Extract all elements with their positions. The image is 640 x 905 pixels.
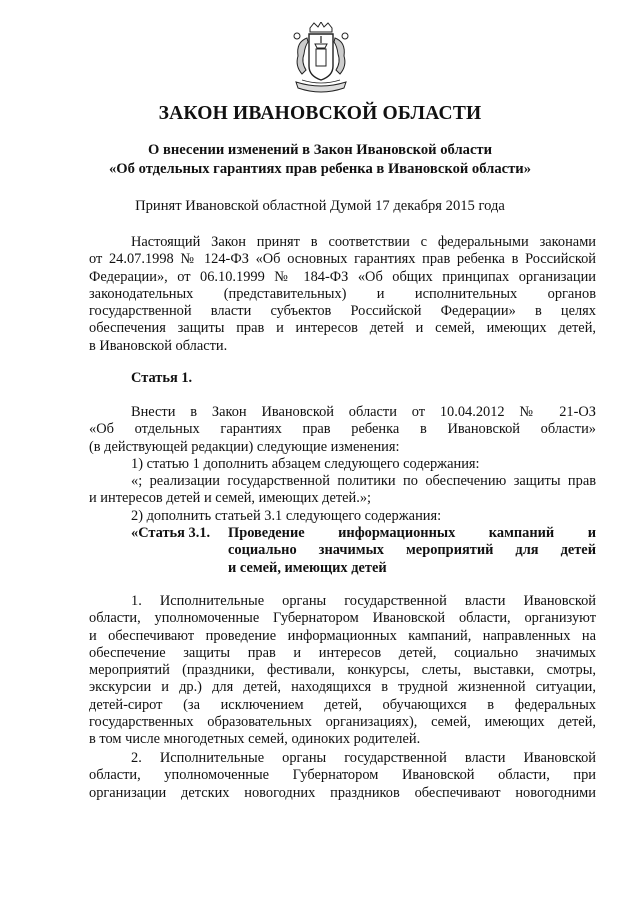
preamble-line: в Ивановской области. (89, 337, 228, 354)
subtitle-line: «Об отдельных гарантиях прав ребенка в Ивановской области» (109, 161, 531, 177)
article-3-1-heading (131, 525, 596, 579)
article-1-line: «Об отдельных гарантиях прав ребенка в Ивановской области» (89, 421, 596, 438)
article-3-1-title-line: Проведение информационных кампаний и (228, 525, 596, 541)
paragraph-line: в том числе многодетных семей, одиноких родителей. (89, 731, 421, 748)
article-3-1-title-line: и семей, имеющих детей (228, 559, 387, 576)
article-1-heading: Статья 1. (131, 370, 193, 386)
preamble-line: законодательных (представительных) и исполнительных органов (89, 285, 596, 302)
law-title: ЗАКОН ИВАНОВСКОЙ ОБЛАСТИ (158, 103, 482, 124)
paragraph-line: 2. Исполнительные органы государственной власти Ивановской (131, 750, 596, 766)
paragraph-line: детей-сирот (за исключением детей, обучающихся в федеральных (89, 696, 596, 713)
paragraph-line: 1. Исполнительные органы государственной власти Ивановской (131, 593, 596, 609)
preamble-line: государственной власти субъектов Российской Федерации» в целях (89, 303, 596, 320)
preamble-line: Федерации», от 06.10.1999 № 184-ФЗ «Об общих принципах организации (89, 268, 596, 285)
article-1-quote-line: и интересов детей и семей, имеющих детей.»; (89, 490, 372, 507)
subtitle-line: О внесении изменений в Закон Ивановской области (147, 142, 493, 158)
law-subtitle (0, 141, 640, 179)
article-1-quote-line: «; реализации государственной политики по обеспечению защиты прав (131, 473, 596, 490)
article-1-line: (в действующей редакции) следующие изменения: (89, 438, 400, 455)
preamble-line: Настоящий Закон принят в соответствии с федеральными законами (131, 234, 596, 250)
preamble-line: от 24.07.1998 № 124-ФЗ «Об основных гарантиях прав ребенка в Российской (89, 251, 596, 268)
adoption-note: Принят Ивановской областной Думой 17 декабря 2015 года (135, 198, 505, 214)
paragraph-line: и обеспечивают проведение информационных кампаний, направленных на (89, 627, 596, 644)
article-1-item: 1) статью 1 дополнить абзацем следующего содержания: (131, 455, 480, 472)
paragraph-line: государственных образовательных организациях), семей, имеющих детей, (89, 714, 596, 731)
article-3-1-label: «Статья 3.1. (131, 525, 211, 541)
preamble (89, 234, 596, 355)
article-1-line: Внести в Закон Ивановской области от 10.04.2012 № 21-ОЗ (131, 404, 596, 420)
paragraph-line: области, уполномоченные Губернатором Ивановской области, при (89, 767, 596, 784)
paragraph-line: мероприятий (праздники, фестивали, конкурсы, слеты, выставки, смотры, (89, 662, 596, 679)
paragraph-line: организации детских новогодних праздников обеспечивают новогодними (89, 784, 596, 801)
paragraph-line: экскурсии и др.) для детей, находящихся в трудной жизненной ситуации, (89, 679, 596, 696)
preamble-line: обеспечения защиты прав и интересов детей и семей, имеющих детей, (89, 320, 596, 337)
ivanovo-coat-of-arms-icon (288, 22, 354, 98)
article-3-1-paragraph-1 (89, 593, 596, 749)
article-3-1-title-line: социально значимых мероприятий для детей (228, 542, 596, 559)
paragraph-line: обеспечение защиты прав и интересов детей, социально значимых (89, 644, 596, 661)
article-1-body (89, 404, 596, 525)
paragraph-line: области, уполномоченные Губернатором Ивановской области, организуют (89, 610, 596, 627)
article-3-1-paragraph-2 (89, 750, 596, 802)
article-1-item: 2) дополнить статьей 3.1 следующего содержания: (131, 507, 442, 524)
article-3-1-title (228, 525, 596, 577)
